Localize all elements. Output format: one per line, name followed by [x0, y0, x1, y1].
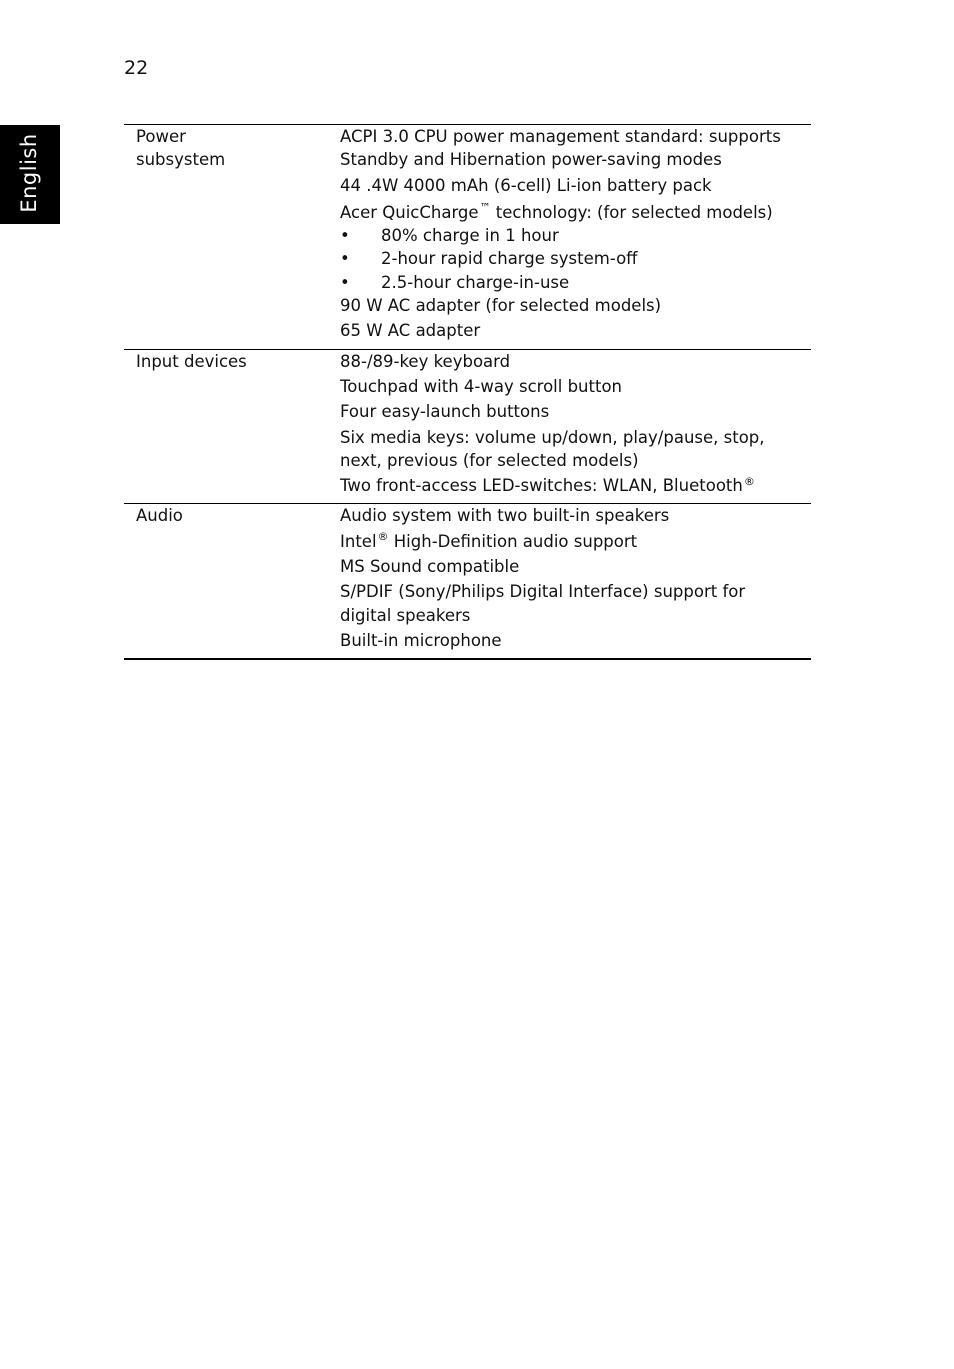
acpi-spec	[340, 125, 811, 172]
bullet-text: 80% charge in 1 hour	[381, 226, 559, 246]
acpi-line: Standby and Hibernation power-saving modes	[340, 150, 722, 170]
intel-audio-spec	[340, 530, 811, 553]
specification-table	[124, 124, 811, 660]
speakers-spec: Audio system with two built-in speakers	[340, 506, 670, 526]
quiccharge-text: Acer QuicCharge	[340, 202, 479, 222]
trademark-mark: ™	[479, 201, 491, 215]
registered-mark: ®	[377, 530, 389, 544]
spec-label-audio: Audio	[136, 506, 183, 526]
label-line: Power	[136, 127, 186, 146]
bullet-item	[340, 247, 811, 270]
spec-row-input	[124, 349, 811, 504]
spec-label-power	[124, 125, 340, 343]
spec-row-power	[124, 125, 811, 349]
intel-rest: High-Definition audio support	[388, 531, 638, 551]
battery-spec: 44 .4W 4000 mAh (6-cell) Li-ion battery pack	[340, 175, 712, 195]
acpi-line: ACPI 3.0 CPU power management standard: supports	[340, 127, 781, 146]
bullet-text: 2.5-hour charge-in-use	[381, 272, 570, 292]
adapter-65-spec: 65 W AC adapter	[340, 321, 481, 341]
bullet-item	[340, 224, 811, 247]
media-keys-spec	[340, 426, 811, 473]
led-text: Two front-access LED-switches: WLAN, Bluetooth	[340, 476, 743, 496]
spdif-line: digital speakers	[340, 605, 471, 625]
media-line: next, previous (for selected models)	[340, 450, 639, 470]
registered-mark: ®	[743, 474, 755, 488]
spec-row-audio	[124, 503, 811, 658]
microphone-spec: Built-in microphone	[340, 630, 502, 650]
launch-buttons-spec: Four easy-launch buttons	[340, 402, 550, 422]
quiccharge-rest: technology: (for selected models)	[490, 202, 773, 222]
spdif-line: S/PDIF (Sony/Philips Digital Interface) support for	[340, 582, 746, 602]
touchpad-spec: Touchpad with 4-way scroll button	[340, 376, 622, 396]
keyboard-spec: 88-/89-key keyboard	[340, 351, 511, 371]
led-switches-spec	[340, 474, 811, 497]
spec-label-input: Input devices	[136, 351, 247, 371]
label-line: subsystem	[136, 150, 226, 169]
bullet-item	[340, 271, 811, 294]
spec-values-power	[340, 125, 811, 343]
quiccharge-spec	[340, 201, 811, 224]
spec-values-audio	[340, 504, 811, 652]
intel-text: Intel	[340, 531, 377, 551]
spdif-spec	[340, 580, 811, 627]
bullet-icon: •	[340, 226, 350, 246]
language-tab-label: English	[17, 133, 41, 213]
bullet-icon: •	[340, 272, 350, 292]
spec-values-input	[340, 350, 811, 498]
media-line: Six media keys: volume up/down, play/pause, stop,	[340, 427, 765, 447]
ms-sound-spec: MS Sound compatible	[340, 557, 520, 577]
adapter-90-spec: 90 W AC adapter (for selected models)	[340, 296, 662, 316]
bullet-icon: •	[340, 249, 350, 269]
page-number: 22	[124, 57, 149, 79]
bullet-text: 2-hour rapid charge system-off	[381, 249, 638, 269]
